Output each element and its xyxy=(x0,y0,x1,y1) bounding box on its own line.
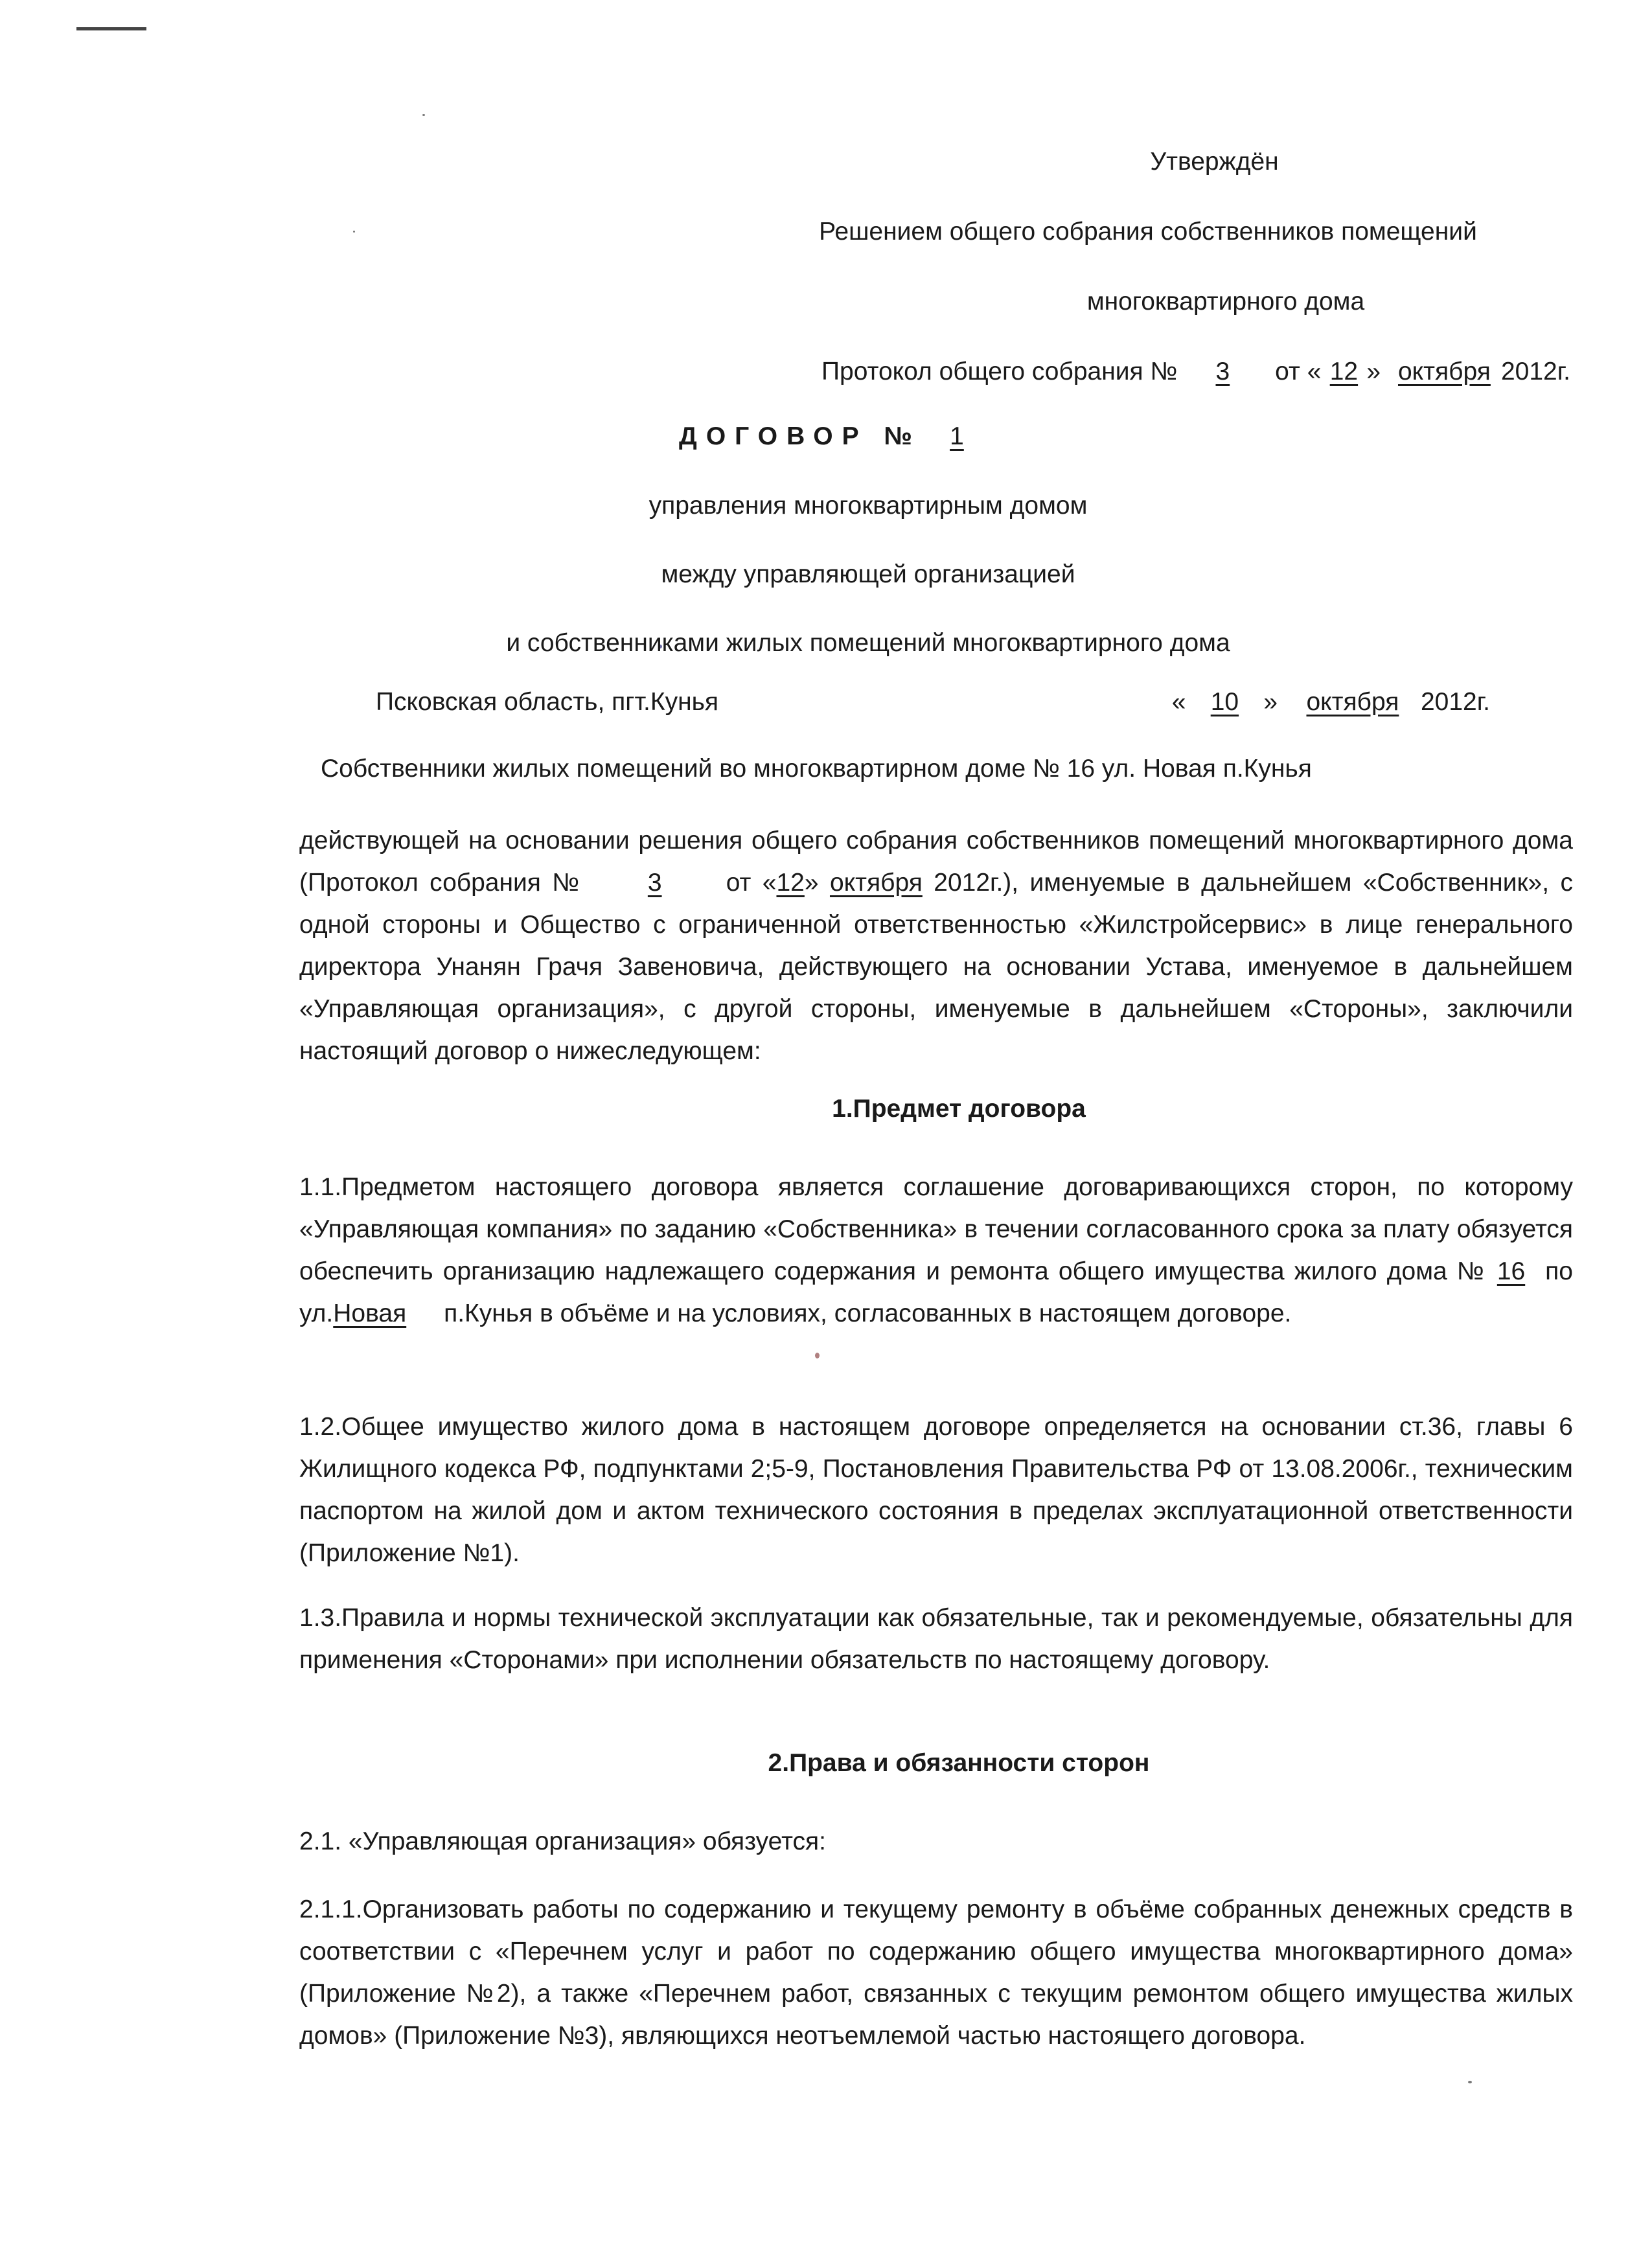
clause-1-3: 1.3.Правила и нормы технической эксплуатации как обязательные, так и рекомендуемые, обязательны для применения «Сторонами» при исполнении обязательств по настоящему договору. xyxy=(299,1604,1573,1674)
preamble-part: » xyxy=(804,869,819,897)
approval-block xyxy=(648,127,1570,407)
contract-label: ДОГОВОР № xyxy=(679,422,921,450)
date-year: 2012г. xyxy=(1420,688,1490,716)
title-line-3: и собственниками жилых помещений многоквартирного дома xyxy=(506,629,1230,657)
preamble-paragraph xyxy=(299,819,1573,1072)
quote-close: » xyxy=(1366,358,1388,385)
contract-date: « 10 » октября 2012г. xyxy=(1171,688,1490,716)
approval-building: многоквартирного дома xyxy=(1086,288,1365,315)
clause-1-1 xyxy=(299,1166,1573,1334)
protocol-year: 2012г. xyxy=(1500,358,1570,385)
scan-speck xyxy=(353,231,355,233)
place-date-row xyxy=(376,688,1490,727)
protocol-day: 12 xyxy=(1329,358,1359,385)
protocol-prefix: Протокол общего собрания № xyxy=(821,358,1178,385)
section-2-heading: 2.Права и обязанности сторон xyxy=(768,1749,1150,1777)
protocol-number: 3 xyxy=(1215,358,1230,385)
contract-number: 1 xyxy=(950,422,964,450)
scan-mark xyxy=(76,27,146,30)
contract-title xyxy=(285,402,1386,472)
owners-line: Собственники жилых помещений во многоквартирном доме № 16 ул. Новая п.Кунья xyxy=(321,755,1312,783)
preamble-part: действующей на основании решения общего собрания собственников помещений многоквартирного дома (Протокол собрания № xyxy=(299,827,1573,897)
clause-text: по ул. xyxy=(299,1257,1573,1327)
preamble-part: от « xyxy=(726,869,777,897)
approval-decision: Решением общего собрания собственников помещений xyxy=(819,218,1477,246)
clause-1-2: 1.2.Общее имущество жилого дома в настоящем договоре определяется на основании ст.36, главы 6 Жилищного кодекса РФ, подпунктами 2;5-9, Постановления Правительства РФ от 13.08.2006г., техническим паспортом на жилой дом и актом технического состояния в пределах эксплуатационной ответственности (Приложение №1). xyxy=(299,1413,1573,1567)
clause-text: п.Кунья в объёме и на условиях, согласованных в настоящем договоре. xyxy=(444,1300,1292,1327)
approved-label: Утверждён xyxy=(1150,148,1279,176)
section-1-heading: 1.Предмет договора xyxy=(832,1095,1086,1123)
clause-2-1-1: 2.1.1.Организовать работы по содержанию и текущему ремонту в объёме собранных денежных средств в соответствии с «Перечнем услуг и работ по содержанию общего имущества многоквартирного дома» (Приложение №2), а также «Перечнем работ, связанных с текущим ремонтом общего имущества жилых домов» (Приложение №3), являющихся неотъемлемой частью настоящего договора. xyxy=(299,1896,1573,2050)
contract-title-block xyxy=(350,402,1386,678)
protocol-from: от « xyxy=(1268,358,1322,385)
clause-text: 1.1.Предметом настоящего договора является соглашение договаривающихся сторон, по которому «Управляющая компания» по заданию «Собственника» в течении согласованного срока за плату обязуется обеспечить организацию надлежащего содержания и ремонта общего имущества жилого дома № xyxy=(299,1173,1573,1285)
house-number: 16 xyxy=(1497,1257,1526,1285)
preamble-protocol-day: 12 xyxy=(776,869,805,897)
protocol-month: октября xyxy=(1397,358,1491,385)
street-name: Новая xyxy=(333,1300,407,1327)
approval-protocol xyxy=(648,337,1570,407)
scan-speck xyxy=(422,114,425,116)
title-line-1: управления многоквартирным домом xyxy=(648,492,1088,520)
date-day: 10 xyxy=(1210,688,1239,716)
clause-2-1: 2.1. «Управляющая организация» обязуется: xyxy=(299,1827,826,1855)
date-month: октября xyxy=(1306,688,1399,716)
preamble-protocol-number: 3 xyxy=(647,869,662,897)
scan-speck xyxy=(1468,2081,1472,2083)
contract-location: Псковская область, пгт.Кунья xyxy=(376,688,719,716)
preamble-part: 2012г.), именуемые в дальнейшем «Собственник», с одной стороны и Общество с ограниченной ответственностью «Жилстройсервис» в лице генерального директора Унанян Грачя Завеновича, действующего на основании Устава, именуемое в дальнейшем «Управляющая организация», с другой стороны, именуемые в дальнейшем «Стороны», заключили настоящий договор о нижеследующем: xyxy=(299,869,1573,1065)
preamble-protocol-month: октября xyxy=(829,869,923,897)
title-line-2: между управляющей организацией xyxy=(661,560,1075,588)
scan-speck xyxy=(815,1353,820,1358)
